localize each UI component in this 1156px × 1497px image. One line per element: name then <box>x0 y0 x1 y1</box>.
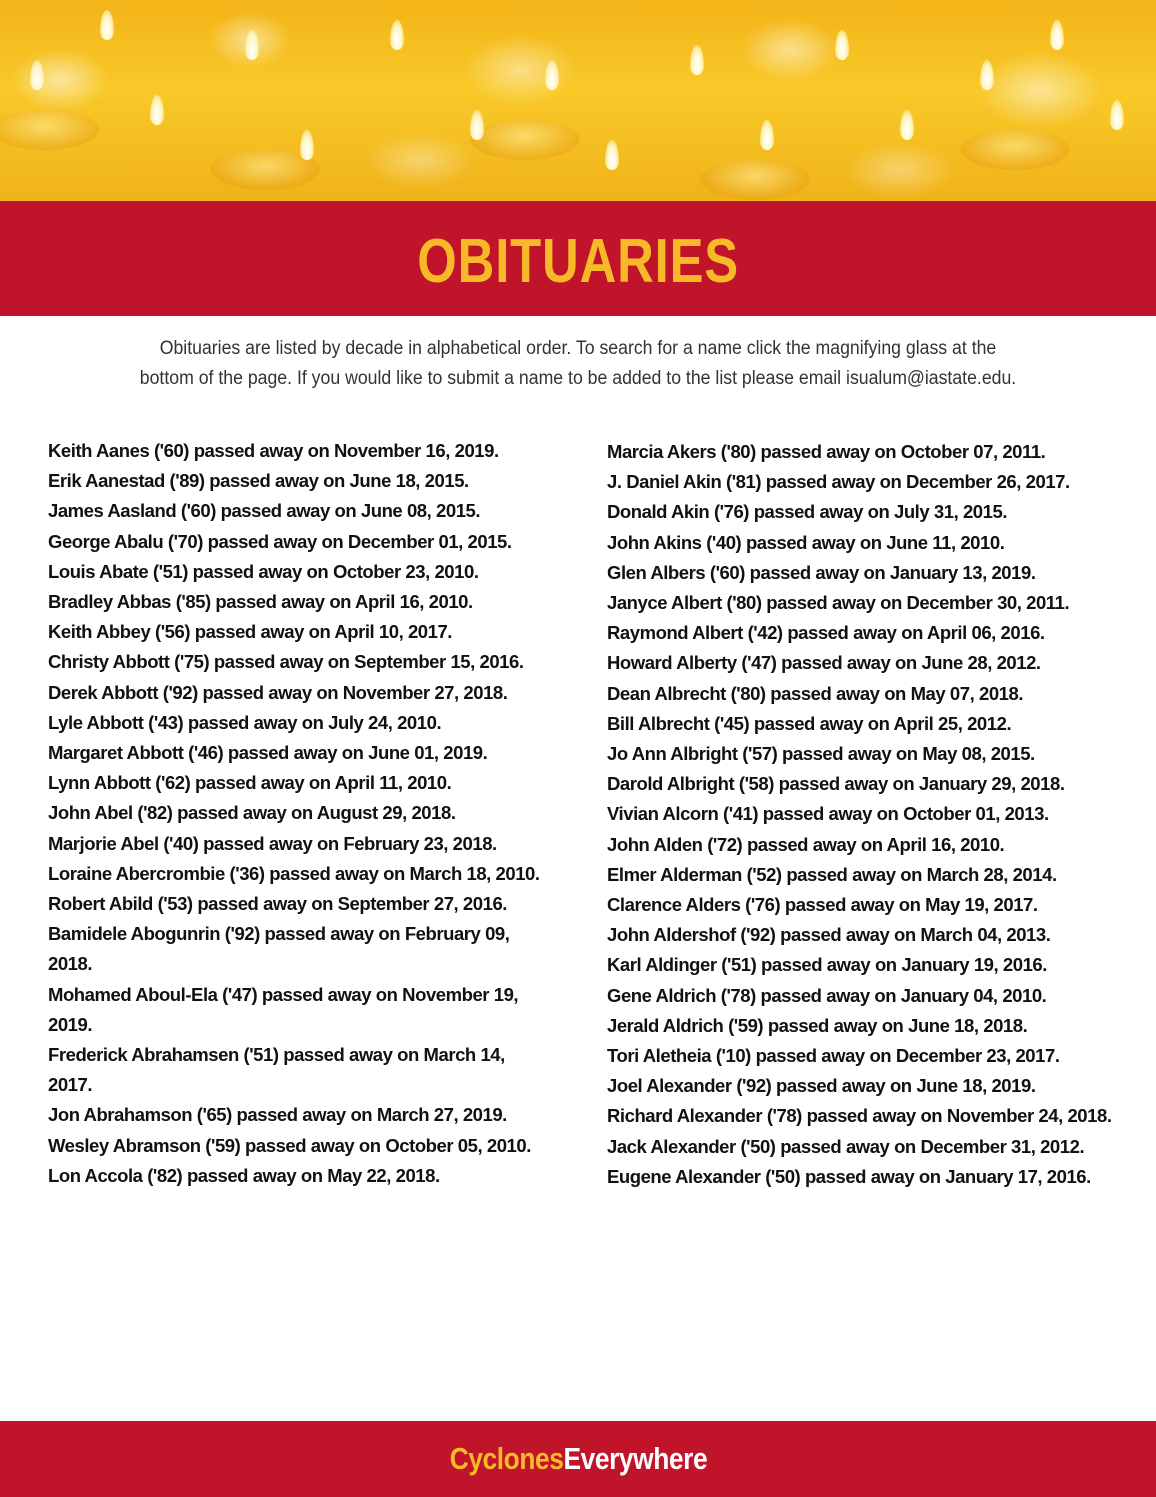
obituary-entry: Margaret Abbott ('46) passed away on June 01, 2019. <box>48 742 488 764</box>
brand-cyclones: Cyclones <box>449 1441 564 1476</box>
footer-bar <box>0 1421 1156 1497</box>
obituary-list-right <box>607 437 1112 1192</box>
obituary-entry: J. Daniel Akin ('81) passed away on December 26, 2017. <box>607 471 1070 493</box>
obituary-entry: Elmer Alderman ('52) passed away on March 28, 2014. <box>607 863 1057 885</box>
obituary-entry: Frederick Abrahamsen ('51) passed away on March 14, 2017. <box>48 1044 505 1096</box>
obituary-entry: Lyle Abbott ('43) passed away on July 24, 2010. <box>48 711 442 733</box>
obituary-entry: Glen Albers ('60) passed away on January 13, 2019. <box>607 561 1036 583</box>
obituary-entry: Bill Albrecht ('45) passed away on April 25, 2012. <box>607 712 1012 734</box>
obituary-list-left <box>48 436 553 1191</box>
obituary-entry: Karl Aldinger ('51) passed away on January 19, 2016. <box>607 954 1047 976</box>
obituary-entry: Derek Abbott ('92) passed away on November 27, 2018. <box>48 681 508 703</box>
obituary-entry: Robert Abild ('53) passed away on September 27, 2016. <box>48 893 507 915</box>
candles-banner-image <box>0 0 1156 201</box>
obituary-entry: John Akins ('40) passed away on June 11, 2010. <box>607 531 1005 553</box>
obituary-entry: John Alden ('72) passed away on April 16, 2010. <box>607 833 1005 855</box>
intro-line: Obituaries are listed by decade in alphabetical order. To search for a name click the magnifying glass at the <box>159 338 997 359</box>
obituary-entry: Joel Alexander ('92) passed away on June 18, 2019. <box>607 1075 1036 1097</box>
brand-everywhere: Everywhere <box>563 1441 707 1476</box>
obituary-entry: Bradley Abbas ('85) passed away on April 16, 2010. <box>48 591 473 613</box>
obituary-entry: Christy Abbott ('75) passed away on September 15, 2016. <box>48 651 524 673</box>
obituary-entry: Jo Ann Albright ('57) passed away on May 08, 2015. <box>607 743 1035 765</box>
obituary-entry: Jerald Aldrich ('59) passed away on June 18, 2018. <box>607 1014 1028 1036</box>
obituary-entry: Gene Aldrich ('78) passed away on January 04, 2010. <box>607 984 1047 1006</box>
obituary-entry: Bamidele Abogunrin ('92) passed away on February 09, 2018. <box>48 923 510 975</box>
obituary-entry: Howard Alberty ('47) passed away on June 28, 2012. <box>607 652 1041 674</box>
obituary-entry: Marjorie Abel ('40) passed away on February 23, 2018. <box>48 832 497 854</box>
intro-text <box>90 334 1066 394</box>
obituary-entry: James Aasland ('60) passed away on June 08, 2015. <box>48 500 481 522</box>
page-title: OBITUARIES <box>417 227 739 296</box>
obituary-entry: John Abel ('82) passed away on August 29, 2018. <box>48 802 456 824</box>
obituary-entry: Jon Abrahamson ('65) passed away on March 27, 2019. <box>48 1104 507 1126</box>
title-banner <box>0 201 1156 316</box>
obituary-entry: Vivian Alcorn ('41) passed away on October 01, 2013. <box>607 803 1049 825</box>
obituary-entry: Clarence Alders ('76) passed away on May 19, 2017. <box>607 894 1038 916</box>
obituary-entry: Lon Accola ('82) passed away on May 22, 2018. <box>48 1164 440 1186</box>
obituary-entry: Richard Alexander ('78) passed away on November 24, 2018. <box>607 1105 1112 1127</box>
obituary-entry: Tori Aletheia ('10) passed away on December 23, 2017. <box>607 1045 1060 1067</box>
obituary-entry: Louis Abate ('51) passed away on October 23, 2010. <box>48 560 479 582</box>
obituary-entry: Marcia Akers ('80) passed away on October 07, 2011. <box>607 441 1046 462</box>
obituary-entry: Jack Alexander ('50) passed away on December 31, 2012. <box>607 1135 1085 1157</box>
obituary-entry: Lynn Abbott ('62) passed away on April 11, 2010. <box>48 772 452 794</box>
obituary-entry: Mohamed Aboul-Ela ('47) passed away on November 19, 2019. <box>48 983 519 1035</box>
obituary-entry: George Abalu ('70) passed away on December 01, 2015. <box>48 530 512 552</box>
obituary-entry: Keith Aanes ('60) passed away on November 16, 2019. <box>48 440 499 461</box>
intro-line: bottom of the page. If you would like to submit a name to be added to the list please email isualum@iastate.edu. <box>139 368 1017 389</box>
obituary-entry: Erik Aanestad ('89) passed away on June 18, 2015. <box>48 470 469 492</box>
obituary-entry: Darold Albright ('58) passed away on January 29, 2018. <box>607 773 1065 795</box>
obituary-entry: Raymond Albert ('42) passed away on April 06, 2016. <box>607 622 1045 644</box>
cyclones-everywhere-logo <box>449 1441 706 1477</box>
obituary-entry: Eugene Alexander ('50) passed away on January 17, 2016. <box>607 1165 1091 1187</box>
obituary-entry: Dean Albrecht ('80) passed away on May 07, 2018. <box>607 682 1024 704</box>
obituary-entry: Donald Akin ('76) passed away on July 31, 2015. <box>607 501 1008 523</box>
obituary-entry: Keith Abbey ('56) passed away on April 10, 2017. <box>48 621 452 643</box>
obituary-entry: Loraine Abercrombie ('36) passed away on March 18, 2010. <box>48 862 540 884</box>
obituary-entry: Janyce Albert ('80) passed away on December 30, 2011. <box>607 592 1070 614</box>
obituary-entry: John Aldershof ('92) passed away on March 04, 2013. <box>607 924 1051 946</box>
obituary-entry: Wesley Abramson ('59) passed away on October 05, 2010. <box>48 1134 531 1156</box>
